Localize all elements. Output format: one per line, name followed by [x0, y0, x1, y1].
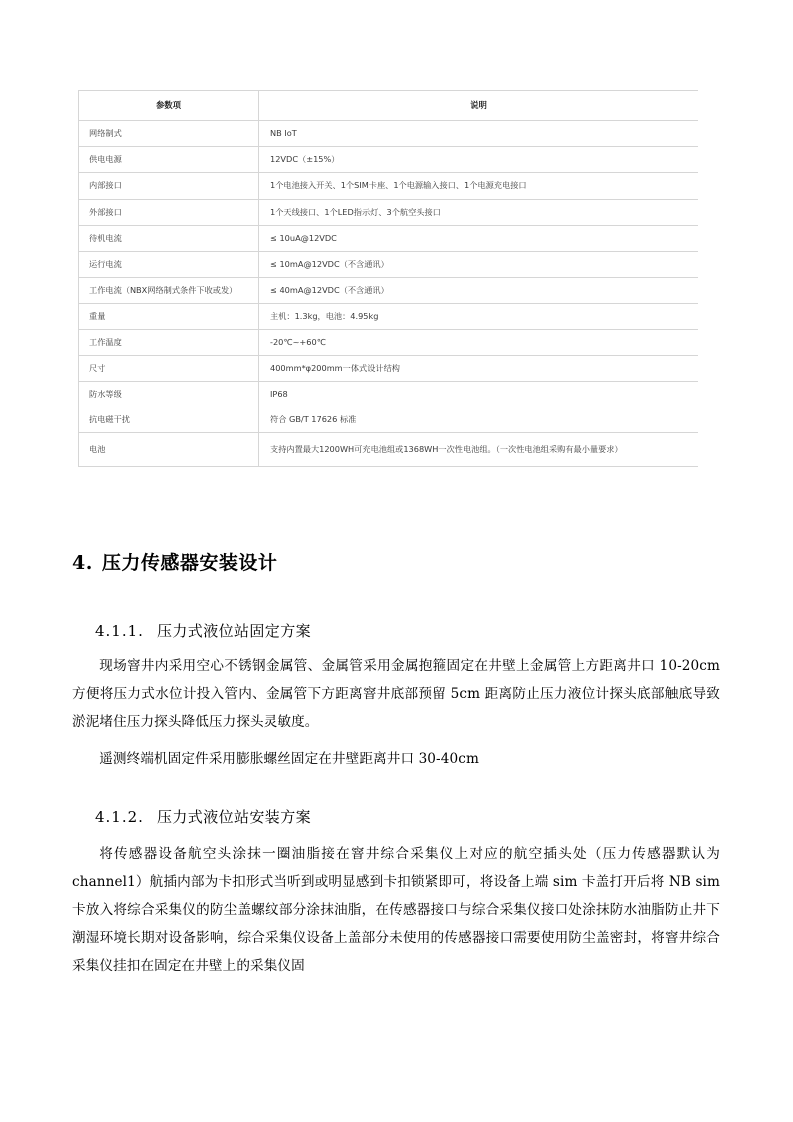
subsection-number: 4.1.1.	[95, 622, 144, 640]
table-row	[79, 303, 699, 329]
subsection-heading-412	[95, 806, 311, 827]
specification-table	[78, 90, 698, 467]
table-row	[79, 199, 699, 225]
table-row	[79, 355, 699, 381]
cell-param: 运行电流	[79, 251, 259, 277]
section-title: 压力传感器安装设计	[101, 552, 278, 574]
table-row	[79, 147, 699, 173]
table-row	[79, 173, 699, 199]
cell-param: 重量	[79, 303, 259, 329]
column-header-param: 参数项	[79, 91, 259, 121]
table-row	[79, 251, 699, 277]
table-row	[79, 121, 699, 147]
cell-param: 工作温度	[79, 329, 259, 355]
table-header-row	[79, 91, 699, 121]
cell-param: 待机电流	[79, 225, 259, 251]
table-row	[79, 381, 699, 407]
table-row	[79, 277, 699, 303]
subsection-number: 4.1.2.	[95, 808, 144, 826]
cell-desc: 12VDC（±15%）	[259, 147, 699, 173]
cell-param: 内部接口	[79, 173, 259, 199]
cell-desc: NB IoT	[259, 121, 699, 147]
paragraph-411-1: 现场窨井内采用空心不锈钢金属管、金属管采用金属抱箍固定在井壁上金属管上方距离井口 10-20cm 方便将压力式水位计投入管内、金属管下方距离窨井底部预留 5cm 距离防止压力液位计探头底部触底导致淤泥堵住压力探头降低压力探头灵敏度。	[72, 658, 720, 730]
cell-desc: 支持内置最大1200WH可充电池组或1368WH一次性电池组。（一次性电池组采购有最小量要求）	[259, 433, 699, 467]
cell-param: 网络制式	[79, 121, 259, 147]
subsection-title: 压力式液位站安装方案	[157, 808, 312, 826]
table-row	[79, 407, 699, 433]
cell-param: 防水等级	[79, 381, 259, 407]
table-row	[79, 225, 699, 251]
cell-desc: 主机：1.3kg，电池：4.95kg	[259, 303, 699, 329]
cell-desc: 1个天线接口、1个LED指示灯、3个航空头接口	[259, 199, 699, 225]
cell-param: 抗电磁干扰	[79, 407, 259, 433]
cell-param: 工作电流（NBX网络制式条件下收或发）	[79, 277, 259, 303]
section-heading	[72, 548, 277, 575]
column-header-desc: 说明	[259, 91, 699, 121]
subsection-title: 压力式液位站固定方案	[157, 622, 312, 640]
cell-param: 尺寸	[79, 355, 259, 381]
cell-param: 电池	[79, 433, 259, 467]
cell-desc: 400mm*φ200mm一体式设计结构	[259, 355, 699, 381]
spec-table-container	[78, 90, 698, 512]
cell-desc: -20℃~+60℃	[259, 329, 699, 355]
cell-desc: ≤ 10mA@12VDC（不含通讯）	[259, 251, 699, 277]
cell-desc: 符合 GB/T 17626 标准	[259, 407, 699, 433]
paragraph-412-1: 将传感器设备航空头涂抹一圈油脂接在窨井综合采集仪上对应的航空插头处（压力传感器默认为 channel1）航插内部为卡扣形式当听到或明显感到卡扣锁紧即可，将设备上端 sim 卡盖打开后将 NB sim 卡放入将综合采集仪的防尘盖螺纹部分涂抹油脂，在传感器接口与综合采集仪接口处涂抹防水油脂防止井下潮湿环境长期对设备影响，综合采集仪设备上盖部分未使用的传感器接口需要使用防尘盖密封，将窨井综合采集仪挂扣在固定在井壁上的采集仪固	[72, 846, 720, 974]
paragraph-411-2: 遥测终端机固定件采用膨胀螺丝固定在井壁距离井口 30-40cm	[99, 751, 479, 767]
cell-param: 供电电源	[79, 147, 259, 173]
table-row	[79, 433, 699, 467]
cell-desc: ≤ 40mA@12VDC（不含通讯）	[259, 277, 699, 303]
subsection-heading-411	[95, 620, 311, 641]
cell-param: 外部接口	[79, 199, 259, 225]
cell-desc: 1个电池接入开关、1个SIM卡座、1个电源输入接口、1个电源充电接口	[259, 173, 699, 199]
table-row	[79, 329, 699, 355]
cell-desc: ≤ 10uA@12VDC	[259, 225, 699, 251]
cell-desc: IP68	[259, 381, 699, 407]
section-number: 4.	[72, 552, 93, 574]
